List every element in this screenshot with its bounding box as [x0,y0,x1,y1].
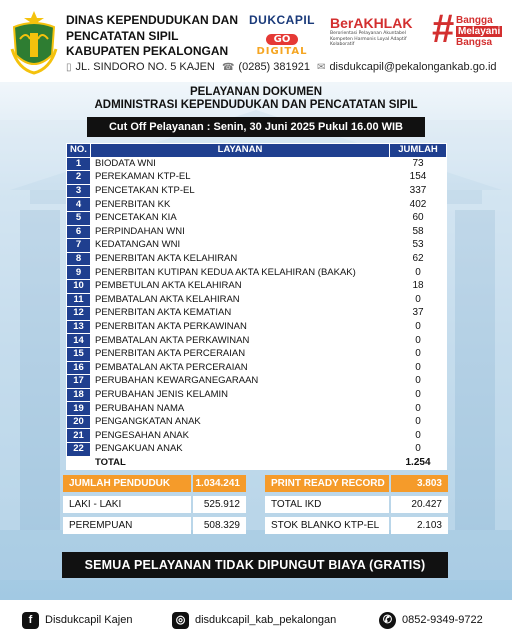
contact-line [66,61,501,73]
bangga-melayani-bangsa-logo [432,7,506,51]
row-number: 10 [67,279,91,293]
whatsapp-icon: ✆ [379,612,396,629]
table-row [67,347,447,361]
print-ready-value: 3.803 [391,475,448,492]
row-number: 3 [67,184,91,198]
service-name: PENCETAKAN KTP-EL [91,184,390,198]
dukcapil-logo-line-2: GO [266,34,299,45]
female-value: 508.329 [193,517,246,534]
row-number: 4 [67,198,91,212]
row-number: 9 [67,266,91,280]
row-number: 2 [67,171,91,185]
page-title: PELAYANAN DOKUMEN [189,86,323,98]
org-name-line-1: DINAS KEPENDUDUKAN DAN [66,13,239,27]
ikd-label: TOTAL IKD [265,496,389,513]
table-row [67,266,447,280]
female-label: PEREMPUAN [63,517,191,534]
service-name: PEMBATALAN AKTA PERCERAIAN [91,361,390,375]
table-row [67,361,447,375]
service-name: PENCETAKAN KIA [91,211,390,225]
org-name-line-2: PENCATATAN SIPIL [66,28,179,43]
print-ready-stat [265,475,448,492]
service-count: 0 [390,443,447,457]
row-number: 5 [67,211,91,225]
service-count: 0 [390,361,447,375]
service-count: 60 [390,211,447,225]
service-name: KEDATANGAN WNI [91,239,390,253]
service-name: PENGANGKATAN ANAK [91,415,390,429]
location-icon: ▯ [66,62,72,73]
service-name: BIODATA WNI [91,157,390,171]
service-count: 0 [390,375,447,389]
row-number: 21 [67,429,91,443]
header-no: NO. [67,144,91,158]
table-row [67,429,447,443]
service-count: 58 [390,225,447,239]
row-number: 8 [67,252,91,266]
row-number: 11 [67,293,91,307]
phone-icon: ☎ [221,62,235,73]
address-text: JL. SINDORO NO. 5 KAJEN [75,61,215,73]
table-header-row [67,144,447,158]
berakhlak-logo [330,15,426,48]
service-count: 0 [390,347,447,361]
service-name: PEREKAMAN KTP-EL [91,171,390,185]
service-name: PENERBITAN AKTA KELAHIRAN [91,252,390,266]
email-text: disdukcapil@pekalongankab.go.id [329,61,497,73]
service-count: 402 [390,198,447,212]
dukcapil-logo-line-3: DIGITAL [256,46,308,57]
instagram-link[interactable] [172,611,336,629]
print-ready-label: PRINT READY RECORD [265,475,389,492]
service-name: PENERBITAN KUTIPAN KEDUA AKTA KELAHIRAN (BAKAK) [91,266,390,280]
table-body [67,157,447,470]
table-row [67,157,447,171]
service-name: PENERBITAN AKTA PERKAWINAN [91,320,390,334]
service-name: PERUBAHAN JENIS KELAMIN [91,388,390,402]
total-value: 1.254 [390,456,447,470]
kabupaten-pekalongan-logo [8,9,60,75]
berakhlak-title: BerAKHLAK [330,15,413,31]
table-row [67,334,447,348]
population-value: 1.034.241 [193,475,246,492]
population-label: JUMLAH PENDUDUK [63,475,191,492]
service-name: PEMBATALAN AKTA PERKAWINAN [91,334,390,348]
service-count: 0 [390,429,447,443]
blank-stock-label: STOK BLANKO KTP-EL [265,517,389,534]
service-name: PEMBETULAN AKTA KELAHIRAN [91,279,390,293]
service-name: PENERBITAN AKTA KEMATIAN [91,307,390,321]
facebook-icon: f [22,612,39,629]
page-subtitle: ADMINISTRASI KEPENDUDUKAN DAN PENCATATAN SIPIL [94,99,418,111]
male-value: 525.912 [193,496,246,513]
service-name: PERUBAHAN NAMA [91,402,390,416]
instagram-icon: ◎ [172,612,189,629]
instagram-handle: disdukcapil_kab_pekalongan [195,614,337,626]
service-count: 0 [390,266,447,280]
table-row [67,211,447,225]
whatsapp-number: 0852-9349-9722 [402,614,483,626]
row-number: 12 [67,307,91,321]
table-row [67,252,447,266]
organization-name [66,13,238,60]
table-row [67,293,447,307]
berakhlak-tagline: Berorientasi Pelayanan Akuntabel Kompeten Harmonis Loyal Adaptif Kolaboratif [330,31,407,47]
row-number: 18 [67,388,91,402]
service-count: 0 [390,388,447,402]
cutoff-banner: Cut Off Pelayanan : Senin, 30 Juni 2025 Pukul 16.00 WIB [87,117,425,137]
facebook-link[interactable] [22,611,132,629]
service-name: PENERBITAN AKTA PERCERAIAN [91,347,390,361]
total-row [67,456,447,470]
row-number: 1 [67,157,91,171]
email-icon: ✉ [317,62,326,73]
services-table [66,143,447,470]
row-number: 17 [67,375,91,389]
service-count: 154 [390,171,447,185]
row-number: 22 [67,443,91,457]
ikd-value: 20.427 [391,496,448,513]
bangga-line-3: Bangsa [456,37,493,48]
table-row [67,239,447,253]
service-count: 0 [390,415,447,429]
dukcapil-logo-line-1: DUKCAPIL [249,13,315,27]
facebook-handle: Disdukcapil Kajen [45,614,133,626]
row-number: 13 [67,320,91,334]
total-label: TOTAL [91,456,390,470]
header [0,0,512,82]
service-count: 0 [390,320,447,334]
hashtag-icon: # [432,7,455,51]
female-stat [63,517,246,534]
service-count: 18 [390,279,447,293]
service-name: PENGAKUAN ANAK [91,443,390,457]
table-row [67,279,447,293]
table-row [67,225,447,239]
bangga-line-1: Bangga [456,15,493,26]
service-count: 337 [390,184,447,198]
header-count: JUMLAH [390,144,447,158]
service-count: 37 [390,307,447,321]
table-row [67,375,447,389]
row-number: 14 [67,334,91,348]
male-stat [63,496,246,513]
blank-stock-value: 2.103 [391,517,448,534]
service-name: PENERBITAN KK [91,198,390,212]
male-label: LAKI - LAKI [63,496,191,513]
table-row [67,307,447,321]
table-row [67,171,447,185]
service-name: PENGESAHAN ANAK [91,429,390,443]
row-number: 16 [67,361,91,375]
bangga-line-2: Melayani [458,26,501,37]
row-number: 6 [67,225,91,239]
free-services-banner: SEMUA PELAYANAN TIDAK DIPUNGUT BIAYA (GRATIS) [62,552,448,578]
table-row [67,388,447,402]
org-name-line-3: KABUPATEN PEKALONGAN [66,44,229,58]
whatsapp-link[interactable] [379,611,483,629]
population-stat [63,475,246,492]
dukcapil-go-digital-logo [242,13,322,57]
bangga-words [456,15,502,48]
table-row [67,184,447,198]
header-service: LAYANAN [91,144,390,158]
service-count: 0 [390,293,447,307]
table-row [67,415,447,429]
row-number: 15 [67,347,91,361]
service-name: PERUBAHAN KEWARGANEGARAAN [91,375,390,389]
service-name: PERPINDAHAN WNI [91,225,390,239]
service-count: 62 [390,252,447,266]
table-row [67,198,447,212]
service-count: 73 [390,157,447,171]
ikd-stat [265,496,448,513]
blank-stock-stat [265,517,448,534]
row-number: 19 [67,402,91,416]
footer [0,600,512,640]
service-count: 0 [390,334,447,348]
table-row [67,443,447,457]
table-row [67,402,447,416]
service-name: PEMBATALAN AKTA KELAHIRAN [91,293,390,307]
row-number: 7 [67,239,91,253]
phone-text: (0285) 381921 [238,61,310,73]
service-count: 0 [390,402,447,416]
table-row [67,320,447,334]
row-number: 20 [67,415,91,429]
total-blank-cell [67,456,91,470]
service-count: 53 [390,239,447,253]
